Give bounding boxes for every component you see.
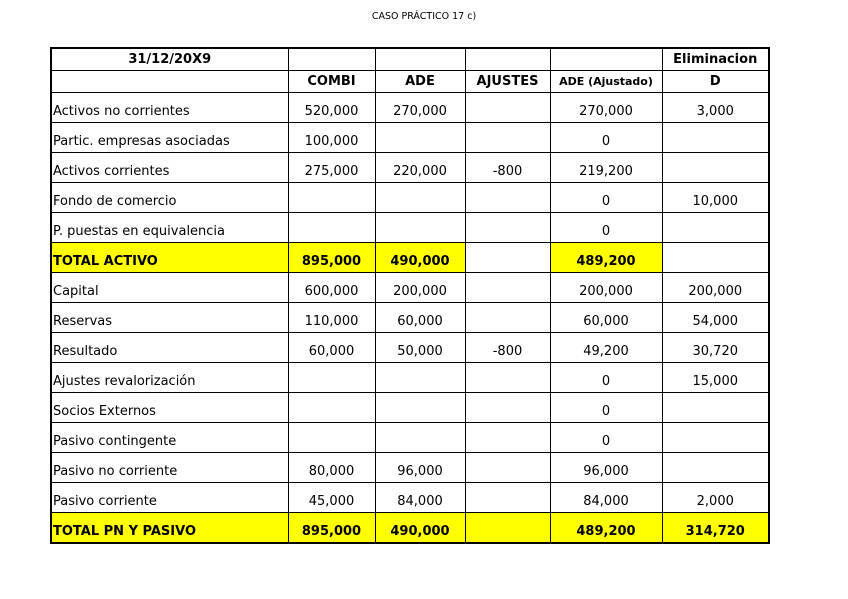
consolidation-table [50,47,770,544]
cell-eliminacion-d [662,393,769,423]
cell-ade [375,423,465,453]
cell-combi: 45,000 [288,483,375,513]
row-label: TOTAL PN Y PASIVO [51,513,288,544]
cell-ade [375,363,465,393]
cell-ade-ajustado: 0 [550,393,662,423]
document-title: CASO PRÁCTICO 17 c) [371,11,477,22]
cell-ajustes [465,213,550,243]
row-ajustes-revalorizacion [51,363,769,393]
header-blank-cell [51,71,288,93]
cell-combi: 895,000 [288,513,375,544]
cell-ajustes [465,123,550,153]
cell-ajustes [465,363,550,393]
row-socios-externos [51,393,769,423]
cell-combi [288,393,375,423]
row-label: Capital [51,273,288,303]
cell-ade [375,123,465,153]
cell-eliminacion-d [662,243,769,273]
cell-ade-ajustado: 0 [550,183,662,213]
column-header-combi: COMBI [288,71,375,93]
row-label: Fondo de comercio [51,183,288,213]
cell-ade-ajustado: 219,200 [550,153,662,183]
header-row-date [51,48,769,71]
cell-ade [375,393,465,423]
row-label: Socios Externos [51,393,288,423]
cell-ade-ajustado: 0 [550,363,662,393]
row-label: Activos corrientes [51,153,288,183]
cell-ade: 490,000 [375,243,465,273]
row-capital [51,273,769,303]
row-label: P. puestas en equivalencia [51,213,288,243]
cell-ade-ajustado: 96,000 [550,453,662,483]
cell-ade: 60,000 [375,303,465,333]
cell-eliminacion-d: 15,000 [662,363,769,393]
cell-ajustes [465,303,550,333]
cell-eliminacion-d: 30,720 [662,333,769,363]
row-partic-empresas-asociadas [51,123,769,153]
cell-ade-ajustado: 200,000 [550,273,662,303]
cell-ade: 270,000 [375,93,465,123]
row-label: Resultado [51,333,288,363]
cell-combi: 275,000 [288,153,375,183]
header-blank-cell [288,48,375,71]
cell-eliminacion-d [662,423,769,453]
cell-eliminacion-d [662,123,769,153]
cell-ade-ajustado: 0 [550,423,662,453]
cell-eliminacion-d [662,213,769,243]
cell-combi: 600,000 [288,273,375,303]
cell-ajustes [465,273,550,303]
cell-eliminacion-d: 3,000 [662,93,769,123]
cell-ade-ajustado: 49,200 [550,333,662,363]
row-label: TOTAL ACTIVO [51,243,288,273]
row-activos-corrientes [51,153,769,183]
cell-ajustes [465,93,550,123]
row-label: Reservas [51,303,288,333]
cell-eliminacion-d: 10,000 [662,183,769,213]
row-reservas [51,303,769,333]
cell-combi [288,183,375,213]
cell-eliminacion-d: 54,000 [662,303,769,333]
cell-ajustes [465,393,550,423]
cell-ade [375,183,465,213]
cell-ajustes [465,453,550,483]
column-header-ade-ajustado: ADE (Ajustado) [550,71,662,93]
cell-ade-ajustado: 84,000 [550,483,662,513]
cell-combi: 895,000 [288,243,375,273]
row-label: Pasivo contingente [51,423,288,453]
cell-ade [375,213,465,243]
header-blank-cell [375,48,465,71]
cell-combi: 80,000 [288,453,375,483]
cell-eliminacion-d: 2,000 [662,483,769,513]
cell-combi: 110,000 [288,303,375,333]
cell-combi [288,363,375,393]
cell-ade: 490,000 [375,513,465,544]
cell-ade-ajustado: 60,000 [550,303,662,333]
row-label: Pasivo corriente [51,483,288,513]
cell-ajustes [465,423,550,453]
row-p-puestas-en-equivalencia [51,213,769,243]
cell-combi: 520,000 [288,93,375,123]
cell-ade: 96,000 [375,453,465,483]
cell-ade-ajustado: 489,200 [550,243,662,273]
cell-ade: 84,000 [375,483,465,513]
row-label: Activos no corrientes [51,93,288,123]
column-header-eliminacion-d: D [662,71,769,93]
row-pasivo-contingente [51,423,769,453]
cell-ajustes: -800 [465,153,550,183]
cell-combi: 60,000 [288,333,375,363]
cell-ade-ajustado: 489,200 [550,513,662,544]
cell-ajustes [465,483,550,513]
row-resultado [51,333,769,363]
row-fondo-de-comercio [51,183,769,213]
cell-combi: 100,000 [288,123,375,153]
row-activos-no-corrientes [51,93,769,123]
row-label: Partic. empresas asociadas [51,123,288,153]
column-header-ajustes: AJUSTES [465,71,550,93]
header-blank-cell [550,48,662,71]
cell-eliminacion-d [662,153,769,183]
cell-ade-ajustado: 0 [550,123,662,153]
column-header-ade: ADE [375,71,465,93]
cell-ade-ajustado: 0 [550,213,662,243]
cell-combi [288,213,375,243]
cell-eliminacion-d [662,453,769,483]
cell-ajustes [465,183,550,213]
cell-ade: 50,000 [375,333,465,363]
cell-combi [288,423,375,453]
cell-ajustes [465,243,550,273]
header-blank-cell [465,48,550,71]
row-pasivo-corriente [51,483,769,513]
cell-ade: 200,000 [375,273,465,303]
row-total-activo [51,243,769,273]
header-row-columns [51,71,769,93]
row-total-pn-y-pasivo [51,513,769,544]
cell-eliminacion-d: 314,720 [662,513,769,544]
cell-eliminacion-d: 200,000 [662,273,769,303]
row-label: Pasivo no corriente [51,453,288,483]
row-label: Ajustes revalorización [51,363,288,393]
column-header-eliminacion: Eliminacion [662,48,769,71]
cell-ade-ajustado: 270,000 [550,93,662,123]
row-pasivo-no-corriente [51,453,769,483]
date-header: 31/12/20X9 [51,48,288,71]
cell-ajustes [465,513,550,544]
cell-ajustes: -800 [465,333,550,363]
cell-ade: 220,000 [375,153,465,183]
